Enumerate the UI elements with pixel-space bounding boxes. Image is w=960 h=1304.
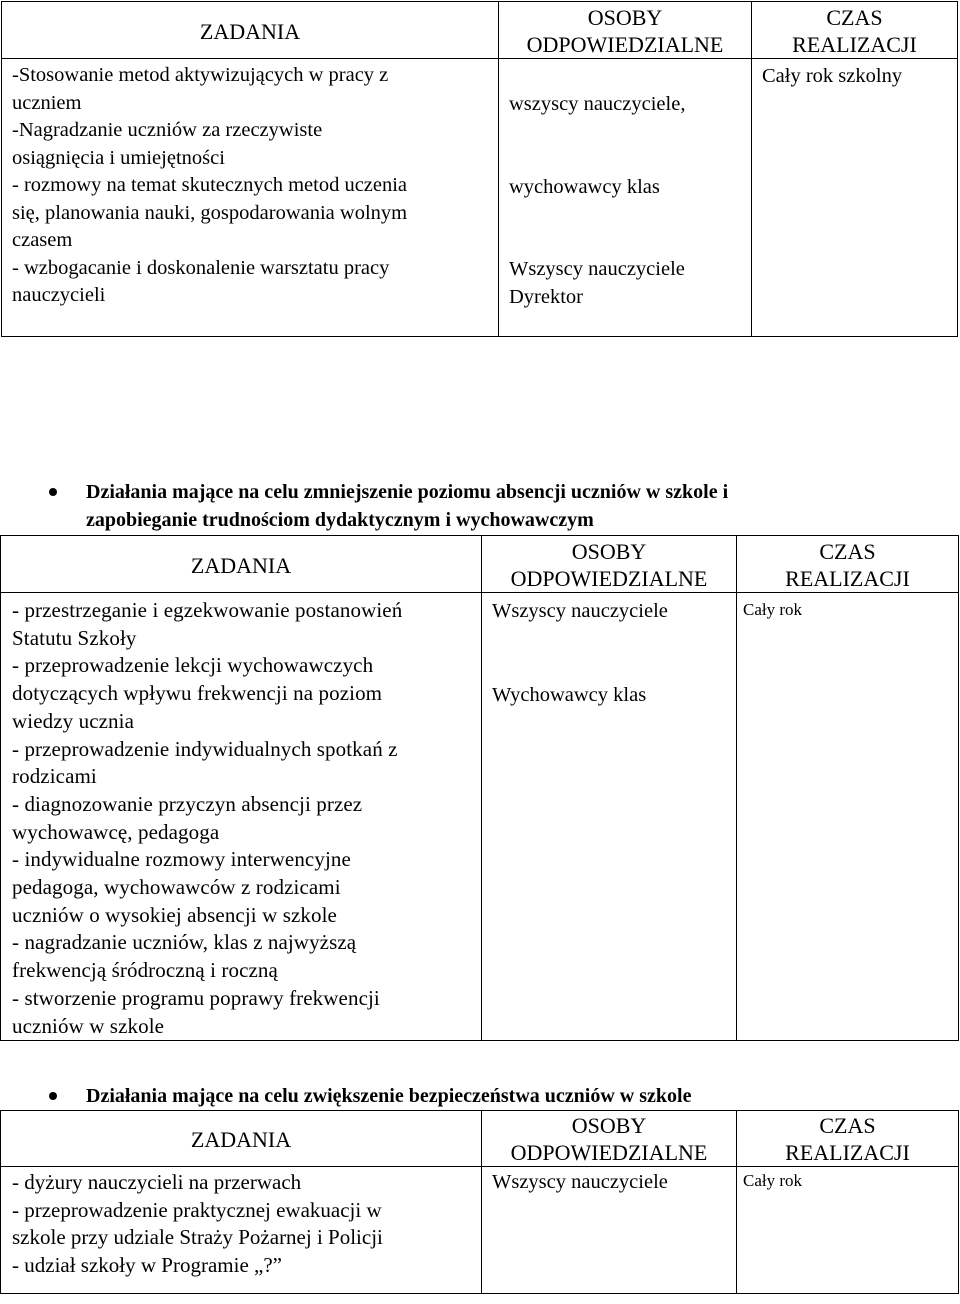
header-persons-cell <box>499 2 752 59</box>
header-tasks-cell <box>2 2 499 59</box>
tasks-text: -Stosowanie metod aktywizujących w pracy z uczniem -Nagradzanie uczniów za rzeczywiste osiągnięcia i umiejętności - rozmowy na temat skutecznych metod uczenia się, planowania nauki, gospodarowania wolnym czasem - wzbogacanie i doskonalenie warsztatu pracy nauczycieli <box>12 64 408 306</box>
time-cell <box>737 1167 959 1294</box>
table-section2 <box>0 535 959 1041</box>
persons-cell <box>482 1167 737 1294</box>
header-tasks: ZADANIA <box>190 553 292 578</box>
tasks-cell <box>1 593 482 1041</box>
header-time-line2: REALIZACJI <box>792 32 917 57</box>
header-persons-line1: OSOBY <box>587 5 663 30</box>
table-section3 <box>0 1110 959 1294</box>
header-time-line1: CZAS <box>819 1113 876 1138</box>
persons-item: wychowawcy klas <box>509 175 660 198</box>
header-time-line2: REALIZACJI <box>785 566 910 591</box>
persons-item: Wychowawcy klas <box>492 683 647 706</box>
header-tasks: ZADANIA <box>190 1127 292 1152</box>
persons-item: wszyscy nauczyciele, <box>509 93 686 115</box>
header-tasks: ZADANIA <box>199 19 301 44</box>
header-persons-line2: ODPOWIEDZIALNE <box>510 1140 708 1165</box>
header-persons-cell <box>482 1111 737 1167</box>
tasks-text: - przestrzeganie i egzekwowanie postanowień Statutu Szkoły - przeprowadzenie lekcji wychowawczych dotyczących wpływu frekwencji na poziom wiedzy ucznia - przeprowadzenie indywidualnych spotkań z rodzicami - diagnozowanie przyczyn absencji przez wychowawcę, pedagoga - indywidualne rozmowy interwencyjne pedagoga, wychowawców z rodzicami uczniów o wysokiej absencji w szkole - nagradzanie uczniów, klas z najwyższą frekwencją śródroczną i roczną - stworzenie programu poprawy frekwencji uczniów w szkole <box>12 598 403 1038</box>
header-persons-line1: OSOBY <box>571 539 647 564</box>
header-time-cell <box>752 2 958 59</box>
time-cell <box>752 59 958 337</box>
persons-item: Wszyscy nauczyciele <box>492 1171 668 1193</box>
section2-heading-line2: zapobieganie trudnościom dydaktycznym i wychowawczym <box>86 509 594 531</box>
persons-item: Dyrektor <box>509 285 584 308</box>
header-tasks-cell <box>1 536 482 593</box>
time-text: Cały rok <box>743 1171 803 1190</box>
header-tasks-cell <box>1 1111 482 1167</box>
time-text: Cały rok <box>743 600 803 619</box>
tasks-cell <box>2 59 499 337</box>
header-time-line2: REALIZACJI <box>785 1140 910 1165</box>
tasks-text: - dyżury nauczycieli na przerwach - przeprowadzenie praktycznej ewakuacji w szkole przy udziale Straży Pożarnej i Policji - udział szkoły w Programie „?” <box>12 1170 383 1278</box>
header-time-line1: CZAS <box>826 5 883 30</box>
header-time-cell <box>737 1111 959 1167</box>
header-persons-line2: ODPOWIEDZIALNE <box>510 566 708 591</box>
table-section1 <box>1 1 958 337</box>
persons-cell <box>499 59 752 337</box>
tasks-cell <box>1 1167 482 1294</box>
section3-heading: Działania mające na celu zwiększenie bezpieczeństwa uczniów w szkole <box>86 1085 692 1107</box>
persons-item: Wszyscy nauczyciele <box>509 258 685 280</box>
section2-heading-line1: Działania mające na celu zmniejszenie poziomu absencji uczniów w szkole i <box>86 481 729 503</box>
header-persons-line1: OSOBY <box>571 1113 647 1138</box>
header-time-line1: CZAS <box>819 539 876 564</box>
time-cell <box>737 593 959 1041</box>
header-time-cell <box>737 536 959 593</box>
bullet-icon <box>49 488 57 496</box>
time-text: Cały rok szkolny <box>762 65 903 87</box>
persons-cell <box>482 593 737 1041</box>
bullet-icon <box>49 1092 57 1100</box>
header-persons-line2: ODPOWIEDZIALNE <box>526 32 724 57</box>
header-persons-cell <box>482 536 737 593</box>
persons-item: Wszyscy nauczyciele <box>492 600 668 622</box>
